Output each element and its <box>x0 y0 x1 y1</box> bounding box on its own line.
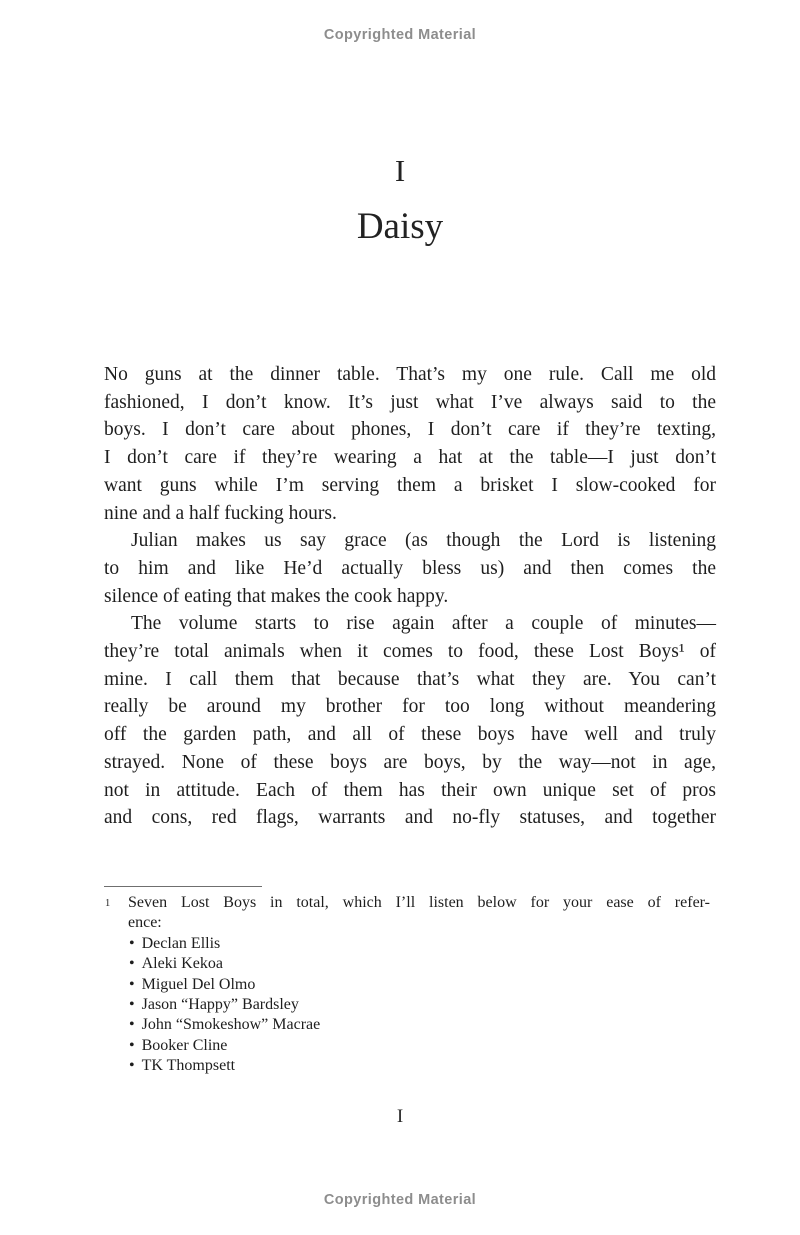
footnote <box>104 893 710 1077</box>
footnote-bullet-item <box>104 975 710 995</box>
lost-boy-name: Jason “Happy” Bardsley <box>141 996 299 1014</box>
footnote-line-text: Seven Lost Boys in total, which I’ll listen below for your ease of refer- <box>128 894 710 911</box>
body-line: nine and a half fucking hours. <box>104 502 337 524</box>
footnote-bullet-item <box>104 1056 710 1076</box>
footnote-line <box>104 913 710 933</box>
bullet-icon: • <box>129 975 135 993</box>
lost-boy-name: TK Thompsett <box>141 1057 236 1075</box>
footnote-rule <box>104 886 262 887</box>
body-line: No guns at the dinner table. That’s my one rule. Call me old <box>104 364 716 385</box>
body-line: Julian makes us say grace (as though the Lord is listening <box>131 530 716 552</box>
chapter-title: Daisy <box>356 206 444 247</box>
footnote-bullet-item <box>104 954 710 974</box>
footnote-marker: 1 <box>105 898 111 909</box>
lost-boy-name: Booker Cline <box>141 1036 228 1054</box>
body-line: The volume starts to rise again after a couple of minutes— <box>131 613 716 635</box>
body-line: silence of eating that makes the cook happy. <box>104 585 449 607</box>
body-line: off the garden path, and all of these boys have well and truly <box>104 724 716 746</box>
body-line: mine. I call them that because that’s what they are. You can’t <box>104 668 716 690</box>
bullet-icon: • <box>129 1057 135 1075</box>
lost-boy-name: John “Smokeshow” Macrae <box>141 1016 321 1034</box>
body-line: and cons, red flags, warrants and no-fly statuses, and together <box>104 807 716 829</box>
footnote-bullet-item <box>104 995 710 1015</box>
body-line: to him and like He’d actually bless us) and then comes the <box>104 557 716 579</box>
body-text <box>104 361 716 832</box>
bullet-icon: • <box>129 1016 135 1034</box>
lost-boy-name: Miguel Del Olmo <box>141 975 256 993</box>
lost-boy-name: Declan Ellis <box>141 934 221 952</box>
footnote-bullet-item <box>104 934 710 954</box>
body-line: want guns while I’m serving them a brisket I slow-cooked for <box>104 474 716 496</box>
footnote-bullet-item <box>104 1015 710 1035</box>
footnote-line-text: ence: <box>128 914 162 932</box>
page-number: I <box>396 1106 404 1127</box>
copyright-notice-top: Copyrighted Material <box>323 27 477 43</box>
bullet-icon: • <box>129 955 135 973</box>
footnote-line <box>104 893 710 913</box>
body-line: fashioned, I don’t know. It’s just what I’ve always said to the <box>104 391 716 413</box>
body-line: strayed. None of these boys are boys, by the way—not in age, <box>104 751 716 773</box>
footnote-bullet-item <box>104 1036 710 1056</box>
lost-boy-name: Aleki Kekoa <box>141 955 223 973</box>
body-line: really be around my brother for too long without meandering <box>104 696 716 718</box>
chapter-number: I <box>394 153 406 188</box>
body-line: they’re total animals when it comes to food, these Lost Boys¹ of <box>104 641 716 663</box>
body-line: I don’t care if they’re wearing a hat at the table—I just don’t <box>104 447 716 469</box>
bullet-icon: • <box>129 996 135 1014</box>
copyright-notice-bottom: Copyrighted Material <box>323 1192 477 1208</box>
bullet-icon: • <box>129 934 135 952</box>
body-line: not in attitude. Each of them has their own unique set of pros <box>104 779 716 801</box>
bullet-icon: • <box>129 1036 135 1054</box>
body-line: boys. I don’t care about phones, I don’t care if they’re texting, <box>104 419 716 441</box>
